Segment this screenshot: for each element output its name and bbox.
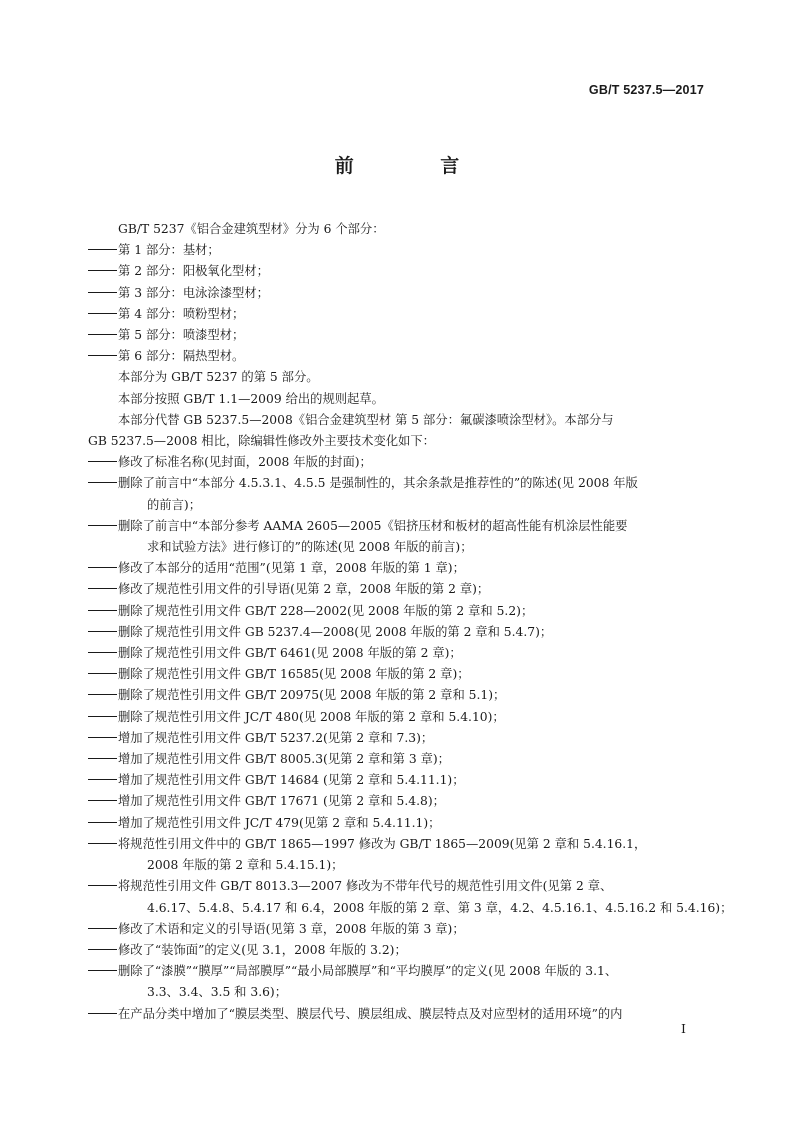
list-item: 删除了规范性引用文件 GB/T 228—2002(见 2008 年版的第 2 章和 5.2)； [88, 601, 708, 622]
dash-icon [88, 885, 117, 886]
dash-icon [88, 779, 117, 780]
intro-paragraph: GB/T 5237《铝合金建筑型材》分为 6 个部分： [118, 222, 385, 236]
list-item: 删除了前言中“本部分参考 AAMA 2605—2005《铝挤压材和板材的超高性能有机涂层性能要 [88, 516, 708, 537]
dash-icon [88, 737, 117, 738]
list-item: 将规范性引用文件中的 GB/T 1865—1997 修改为 GB/T 1865—2009(见第 2 章和 5.4.16.1， [88, 834, 708, 855]
list-item: 删除了规范性引用文件 GB 5237.4—2008(见 2008 年版的第 2 章和 5.4.7)； [88, 622, 708, 643]
dash-icon [88, 482, 117, 483]
list-item: 删除了规范性引用文件 GB/T 20975(见 2008 年版的第 2 章和 5.1)； [88, 685, 708, 706]
list-item-continuation: 的前言)； [147, 497, 201, 512]
dash-icon [88, 949, 117, 950]
statement-paragraph: 本部分按照 GB/T 1.1—2009 给出的规则起草。 [118, 391, 384, 406]
dash-icon [88, 928, 117, 929]
dash-icon [88, 843, 117, 844]
dash-icon [88, 610, 117, 611]
list-item: 增加了规范性引用文件 GB/T 8005.3(见第 2 章和第 3 章)； [88, 749, 708, 770]
changes-list [88, 452, 733, 1024]
dash-icon [88, 270, 117, 271]
list-item-continuation: 4.6.17、5.4.8、5.4.17 和 6.4，2008 年版的第 2 章、第 3 章，4.2、4.5.16.1、4.5.16.2 和 5.4.16)； [147, 900, 733, 915]
statement-paragraph: 本部分代替 GB 5237.5—2008《铝合金建筑型材 第 5 部分：氟碳漆喷涂型材》。本部分与 [118, 412, 614, 427]
list-item-continuation: 求和试验方法》进行修订的”的陈述(见 2008 年版的前言)； [147, 540, 473, 555]
dash-icon [88, 249, 117, 250]
list-item: 修改了标准名称(见封面，2008 年版的封面)； [88, 452, 708, 473]
dash-icon [88, 355, 117, 356]
list-item: 修改了本部分的适用“范围”(见第 1 章，2008 年版的第 1 章)； [88, 558, 708, 579]
list-item: 增加了规范性引用文件 JC/T 479(见第 2 章和 5.4.11.1)； [88, 813, 708, 834]
body-text [88, 219, 733, 1025]
dash-icon [88, 334, 117, 335]
list-item: 修改了术语和定义的引导语(见第 3 章，2008 年版的第 3 章)； [88, 919, 708, 940]
list-item: 第 4 部分：喷粉型材； [88, 304, 708, 325]
list-item: 第 2 部分：阳极氧化型材； [88, 261, 708, 282]
page-number: I [681, 1021, 686, 1036]
list-item: 第 5 部分：喷漆型材； [88, 325, 708, 346]
dash-icon [88, 652, 117, 653]
list-item: 删除了前言中“本部分 4.5.3.1、4.5.5 是强制性的，其余条款是推荐性的”的陈述(见 2008 年版 [88, 473, 708, 494]
statement-continuation: GB 5237.5—2008 相比，除编辑性修改外主要技术变化如下： [88, 434, 435, 449]
list-item: 删除了规范性引用文件 GB/T 6461(见 2008 年版的第 2 章)； [88, 643, 708, 664]
dash-icon [88, 292, 117, 293]
page-title: 前 言 [334, 155, 500, 177]
list-item: 删除了规范性引用文件 GB/T 16585(见 2008 年版的第 2 章)； [88, 664, 708, 685]
dash-icon [88, 673, 117, 674]
list-item: 第 3 部分：电泳涂漆型材； [88, 283, 708, 304]
dash-icon [88, 631, 117, 632]
dash-icon [88, 800, 117, 801]
list-item: 将规范性引用文件 GB/T 8013.3—2007 修改为不带年代号的规范性引用文件(见第 2 章、 [88, 876, 708, 897]
list-item: 修改了“装饰面”的定义(见 3.1，2008 年版的 3.2)； [88, 940, 708, 961]
list-item: 删除了规范性引用文件 JC/T 480(见 2008 年版的第 2 章和 5.4.10)； [88, 707, 708, 728]
dash-icon [88, 525, 117, 526]
statement-paragraph: 本部分为 GB/T 5237 的第 5 部分。 [118, 370, 319, 385]
list-item: 增加了规范性引用文件 GB/T 14684 (见第 2 章和 5.4.11.1)； [88, 770, 708, 791]
dash-icon [88, 1013, 117, 1014]
list-item: 在产品分类中增加了“膜层类型、膜层代号、膜层组成、膜层特点及对应型材的适用环境”的内 [88, 1004, 708, 1025]
dash-icon [88, 694, 117, 695]
list-item: 删除了“漆膜”“膜厚”“局部膜厚”“最小局部膜厚”和“平均膜厚”的定义(见 2008 年版的 3.1、 [88, 961, 708, 982]
list-item-continuation: 2008 年版的第 2 章和 5.4.15.1)； [147, 858, 344, 873]
list-item: 修改了规范性引用文件的引导语(见第 2 章，2008 年版的第 2 章)； [88, 579, 708, 600]
list-item: 第 1 部分：基材； [88, 240, 708, 261]
list-item: 增加了规范性引用文件 GB/T 17671 (见第 2 章和 5.4.8)； [88, 791, 708, 812]
list-item: 第 6 部分：隔热型材。 [88, 346, 708, 367]
standard-number: GB/T 5237.5—2017 [588, 83, 704, 97]
dash-icon [88, 461, 117, 462]
dash-icon [88, 822, 117, 823]
dash-icon [88, 588, 117, 589]
dash-icon [88, 758, 117, 759]
list-item-continuation: 3.3、3.4、3.5 和 3.6)； [147, 985, 288, 1000]
list-item: 增加了规范性引用文件 GB/T 5237.2(见第 2 章和 7.3)； [88, 728, 708, 749]
dash-icon [88, 313, 117, 314]
dash-icon [88, 970, 117, 971]
dash-icon [88, 716, 117, 717]
dash-icon [88, 567, 117, 568]
